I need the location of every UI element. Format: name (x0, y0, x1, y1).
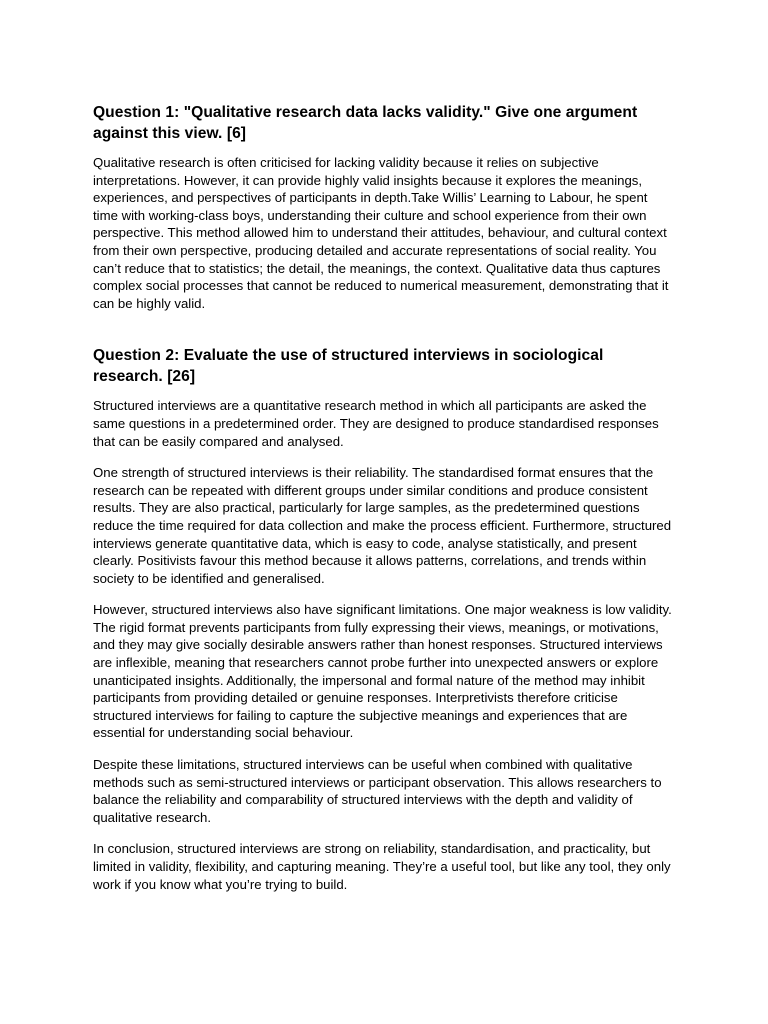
question-2-section (93, 345, 676, 893)
question-2-conclusion-paragraph: In conclusion, structured interviews are strong on reliability, standardisation, and practicality, but limited in validity, flexibility, and capturing meaning. They’re a useful tool, but like any tool, they only work if you know what you’re trying to build. (93, 841, 671, 892)
question-2-heading: Question 2: Evaluate the use of structured interviews in sociological research. [26] (93, 347, 604, 386)
question-2-strengths-paragraph: One strength of structured interviews is their reliability. The standardised format ensures that the research can be repeated with different groups under similar conditions and produce consistent results. They are also practical, particularly for large samples, as the predetermined questions reduce the time required for data collection and make the process efficient. Furthermore, structured interviews generate quantitative data, which is easy to code, analyse statistically, and present clearly. Positivists favour this method because it allows patterns, correlations, and trends within society to be identified and generalised. (93, 465, 672, 586)
question-1-heading: Question 1: "Qualitative research data lacks validity." Give one argument against this view. [6] (93, 104, 638, 142)
question-1-answer-paragraph: Qualitative research is often criticised for lacking validity because it relies on subjective interpretations. However, it can provide highly valid insights because it explores the meanings, experiences, and perspectives of participants in depth.Take Willis’ Learning to Labour, he spent time with working-class boys, understanding their culture and school experience from their own perspective. This method allowed him to understand their attitudes, behaviour, and cultural context from their own perspective, producing detailed and accurate representations of social reality. You can’t reduce that to statistics; the detail, the meanings, the context. Qualitative data thus captures complex social processes that cannot be reduced to numerical measurement, demonstrating that it can be highly valid. (93, 155, 669, 311)
question-1-section (93, 102, 676, 312)
section-spacer (93, 312, 676, 345)
question-2-combination-paragraph: Despite these limitations, structured interviews can be useful when combined with qualitative methods such as semi-structured interviews or participant observation. This allows researchers to balance the reliability and comparability of structured interviews with the depth and validity of qualitative research. (93, 757, 662, 825)
question-2-intro-paragraph: Structured interviews are a quantitative research method in which all participants are asked the same questions in a predetermined order. They are designed to produce standardised responses that can be easily compared and analysed. (93, 398, 659, 449)
question-2-limitations-paragraph: However, structured interviews also have significant limitations. One major weakness is low validity. The rigid format prevents participants from fully expressing their views, meanings, or motivations, and they may give socially desirable answers rather than honest responses. Structured interviews are inflexible, meaning that researchers cannot probe further into unexpected answers or explore unanticipated insights. Additionally, the impersonal and formal nature of the method may inhibit participants from providing detailed or genuine responses. Interpretivists therefore criticise structured interviews for failing to capture the subjective meanings and experiences that are essential for understanding social behaviour. (93, 602, 672, 741)
